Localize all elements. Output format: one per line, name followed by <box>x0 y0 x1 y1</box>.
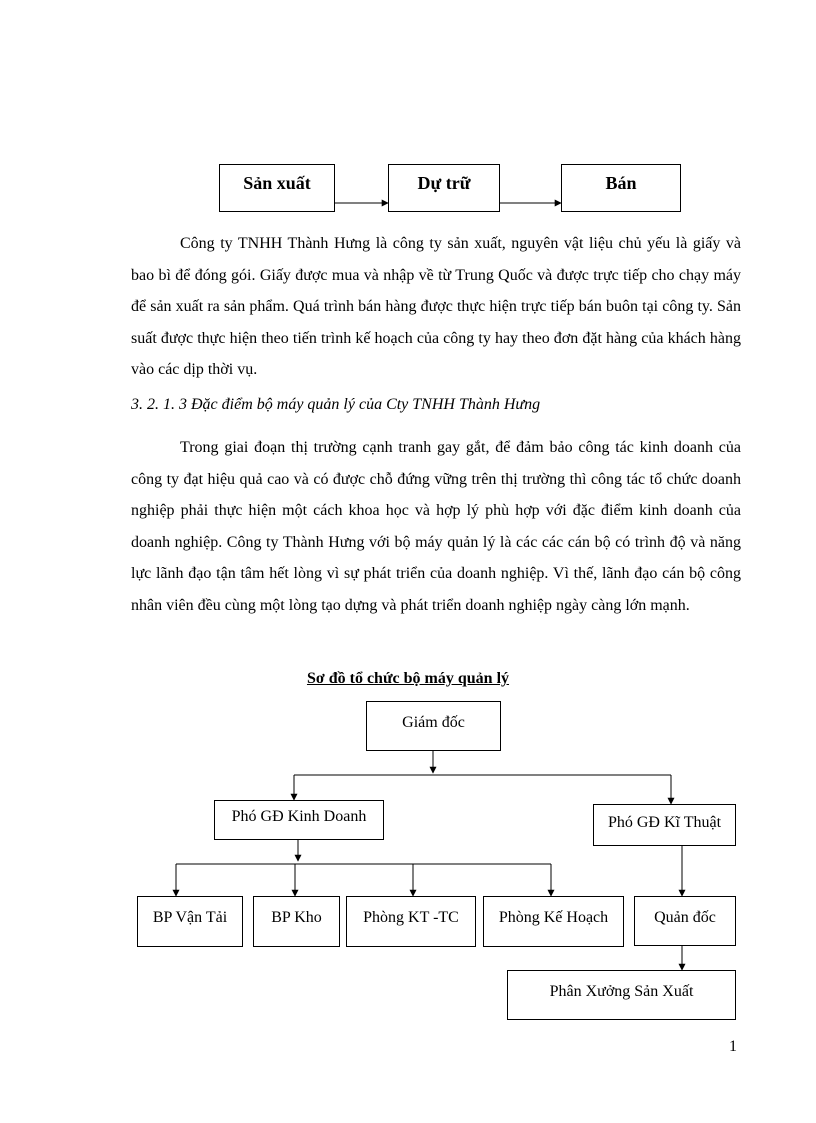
paragraph-intro: Công ty TNHH Thành Hưng là công ty sản xuất, nguyên vật liệu chủ yếu là giấy và bao bì để đóng gói. Giấy được mua và nhập về từ Trung Quốc và được trực tiếp cho chạy máy để sản xuất ra sản phẩm. Quá trình bán hàng được thực hiện trực tiếp bán buôn tại công ty. Sản suất được thực hiện theo tiến trình kế hoạch của công ty hay theo đơn đặt hàng của khách hàng vào các dịp thời vụ. <box>131 235 741 378</box>
org-workshop-label: Phân Xưởng Sản Xuất <box>549 983 694 1000</box>
org-accounting-label: Phòng KT -TC <box>363 909 459 926</box>
flow-reserve-label: Dự trữ <box>417 173 471 193</box>
org-warehouse-label: BP Kho <box>271 909 322 926</box>
org-deputy-technical-label: Phó GĐ Kĩ Thuật <box>607 814 722 831</box>
org-warehouse-box <box>253 896 340 947</box>
org-deputy-business-box <box>214 800 384 840</box>
flow-production-box <box>219 164 335 212</box>
flow-sale-label: Bán <box>605 173 637 193</box>
org-director-box <box>366 701 501 751</box>
org-foreman-label: Quản đốc <box>654 909 716 926</box>
org-foreman-box <box>634 896 736 946</box>
page-number: 1 <box>729 1038 737 1055</box>
flow-production-label: Sản xuất <box>243 173 311 193</box>
org-chart-title: Sơ đồ tổ chức bộ máy quản lý <box>306 670 510 687</box>
paragraph-management: Trong giai đoạn thị trường cạnh tranh gay gắt, để đảm bảo công tác kinh doanh của công ty đạt hiệu quả cao và có được chỗ đứng vững trên thị trường thì công tác tổ chức doanh nghiệp phải thực hiện một cách khoa học và hợp lý phù hợp với đặc điểm kinh doanh của doanh nghiệp. Công ty Thành Hưng với bộ máy quản lý là các các cán bộ có trình độ và năng lực lãnh đạo tận tâm hết lòng vì sự phát triển của doanh nghiệp. Vì thế, lãnh đạo cán bộ công nhân viên đều cùng một lòng tạo dựng và phát triển doanh nghiệp ngày càng lớn mạnh. <box>131 439 741 614</box>
org-deputy-technical-box <box>593 804 736 846</box>
org-transport-label: BP Vận Tải <box>152 909 228 926</box>
org-planning-box <box>483 896 624 947</box>
flow-reserve-box <box>388 164 500 212</box>
org-workshop-box <box>507 970 736 1020</box>
section-heading: 3. 2. 1. 3 Đặc điểm bộ máy quản lý của Cty TNHH Thành Hưng <box>131 396 541 413</box>
org-deputy-business-label: Phó GĐ Kinh Doanh <box>231 808 367 825</box>
org-transport-box <box>137 896 243 947</box>
org-planning-label: Phòng Kế Hoạch <box>498 909 609 926</box>
flow-sale-box <box>561 164 681 212</box>
org-director-label: Giám đốc <box>402 714 465 731</box>
org-accounting-box <box>346 896 476 947</box>
